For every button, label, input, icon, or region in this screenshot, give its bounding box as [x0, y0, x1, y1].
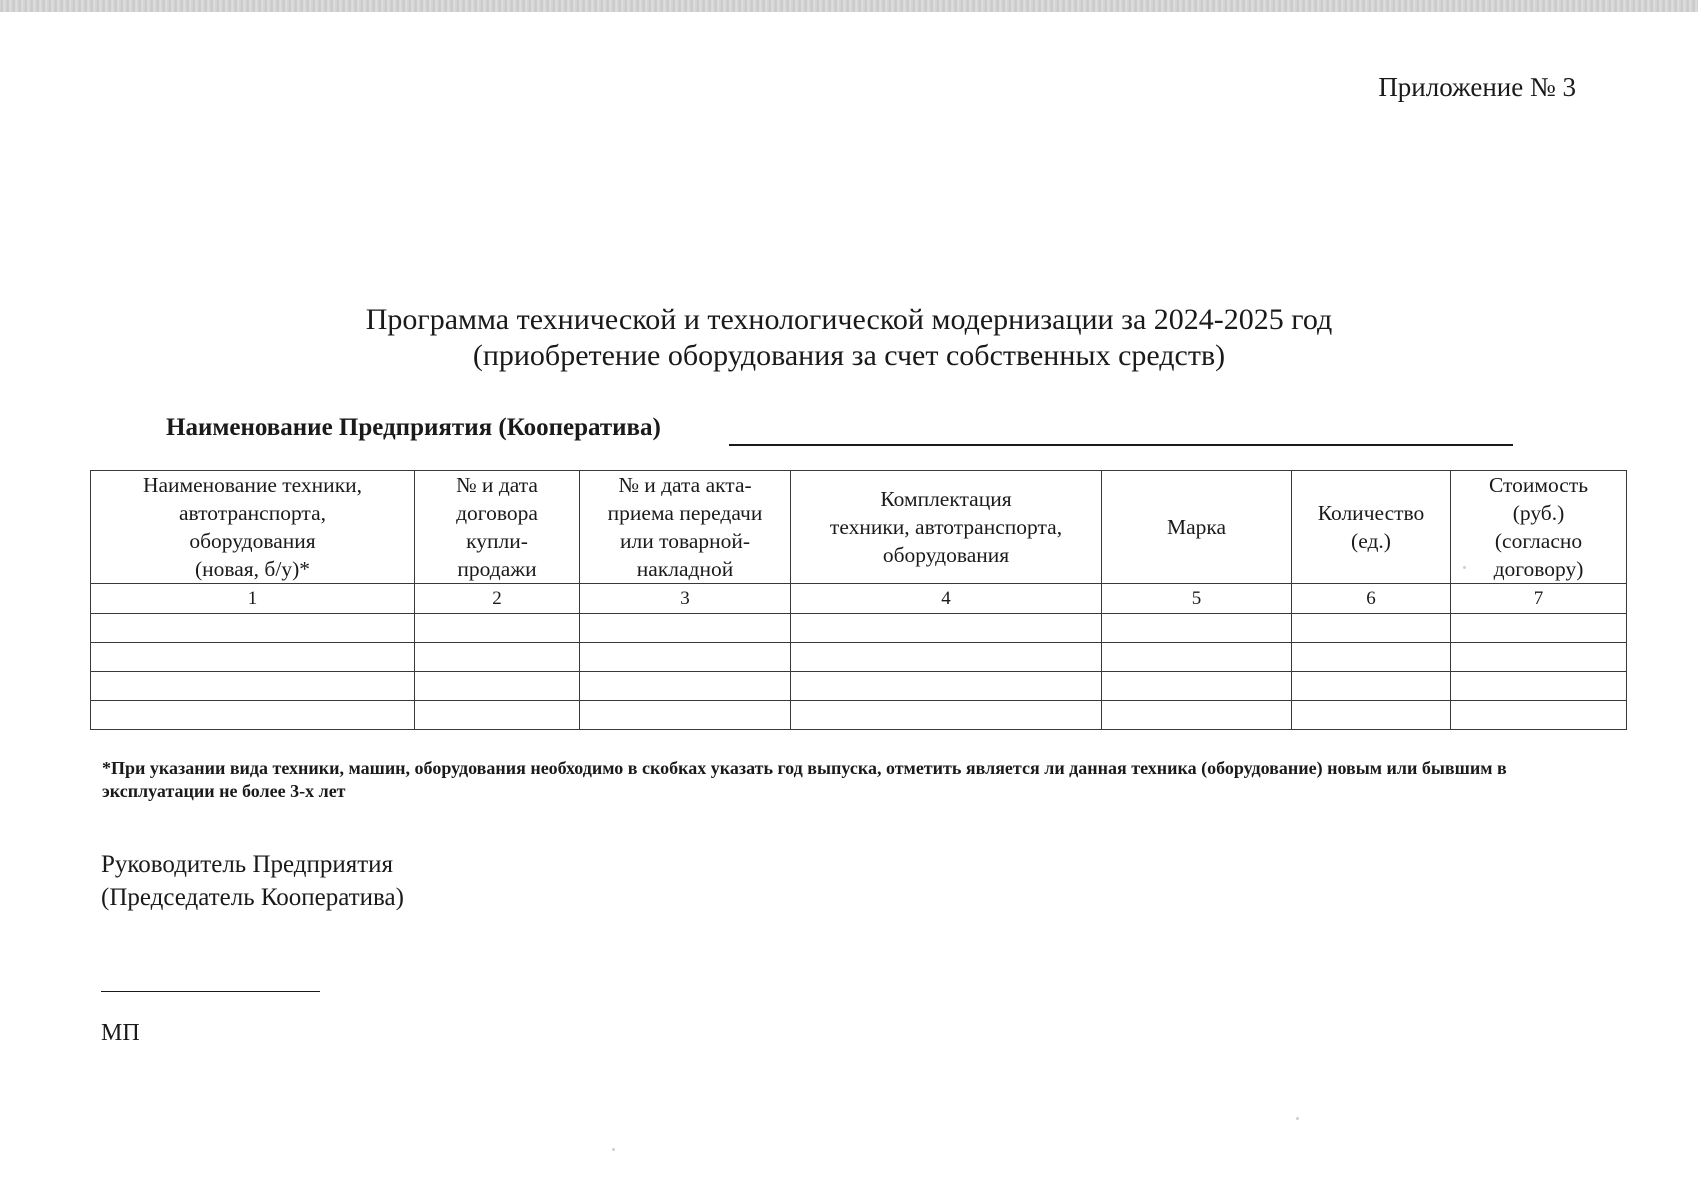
table-cell[interactable]	[1292, 701, 1451, 730]
scan-edge	[0, 0, 1698, 12]
table-cell[interactable]	[415, 701, 580, 730]
column-header-line: № и дата	[456, 473, 538, 497]
table-cell[interactable]	[415, 614, 580, 643]
column-header-line: оборудования	[882, 543, 1010, 567]
document-subtitle: (приобретение оборудования за счет собственных средств)	[472, 339, 1226, 372]
table-row	[91, 701, 1627, 730]
column-header-line: Количество	[1317, 501, 1425, 525]
table-cell[interactable]	[580, 672, 791, 701]
column-header-line: Наименование техники,	[142, 473, 363, 497]
table-cell[interactable]	[1292, 672, 1451, 701]
table-cell[interactable]	[91, 672, 415, 701]
column-header-line: или товарной-	[619, 529, 751, 553]
column-number: 1	[91, 584, 415, 614]
column-number: 7	[1451, 584, 1627, 614]
column-header-line: накладной	[636, 557, 734, 581]
column-header-line: № и дата акта-	[618, 473, 752, 497]
signature-line[interactable]	[101, 991, 320, 992]
column-header-line: приема передачи	[607, 501, 763, 525]
column-header	[1102, 471, 1292, 584]
table-cell[interactable]	[1451, 701, 1627, 730]
signatory-title: Руководитель Предприятия	[101, 851, 394, 878]
column-header-line: (руб.)	[1512, 501, 1565, 525]
column-header	[1292, 471, 1451, 584]
column-header-line: Комплектация	[880, 487, 1012, 511]
table-cell[interactable]	[791, 672, 1102, 701]
table-row	[91, 614, 1627, 643]
column-header-line: продажи	[457, 557, 537, 581]
table-cell[interactable]	[580, 614, 791, 643]
column-header-line: Стоимость	[1488, 473, 1589, 497]
annex-label: Приложение № 3	[1378, 72, 1576, 102]
table-cell[interactable]	[1102, 701, 1292, 730]
column-number: 2	[415, 584, 580, 614]
signatory-subtitle: (Председатель Кооператива)	[101, 884, 404, 911]
column-header	[1451, 471, 1627, 584]
table-cell[interactable]	[1102, 643, 1292, 672]
column-header	[791, 471, 1102, 584]
table-cell[interactable]	[1102, 614, 1292, 643]
table-cell[interactable]	[1451, 614, 1627, 643]
table-cell[interactable]	[91, 614, 415, 643]
scan-speck	[1463, 566, 1466, 569]
column-number-row	[91, 584, 1627, 614]
column-header	[415, 471, 580, 584]
column-header	[91, 471, 415, 584]
column-header-line: договору)	[1493, 557, 1584, 581]
table-cell[interactable]	[580, 701, 791, 730]
organization-name-field[interactable]	[729, 444, 1513, 446]
document-title: Программа технической и технологической модернизации за 2024-2025 год	[365, 303, 1333, 336]
column-number: 6	[1292, 584, 1451, 614]
column-header-line: купли-	[466, 529, 528, 553]
scan-speck	[1296, 1117, 1299, 1120]
table-cell[interactable]	[1292, 614, 1451, 643]
table-cell[interactable]	[791, 614, 1102, 643]
column-header-line: (ед.)	[1351, 529, 1391, 553]
table-header-row	[91, 471, 1627, 584]
column-header-line: оборудования	[189, 529, 316, 553]
table-cell[interactable]	[791, 643, 1102, 672]
table-cell[interactable]	[580, 643, 791, 672]
equipment-table	[90, 470, 1627, 730]
stamp-label: МП	[101, 1020, 140, 1046]
column-number: 3	[580, 584, 791, 614]
table-cell[interactable]	[791, 701, 1102, 730]
table-cell[interactable]	[415, 643, 580, 672]
footnote: *При указании вида техники, машин, оборудования необходимо в скобках указать год выпуска, отметить является ли данная техника (оборудование) новым или бывшим в эксплуатации не более 3-х лет	[102, 758, 1507, 801]
table-cell[interactable]	[1451, 672, 1627, 701]
table-cell[interactable]	[91, 701, 415, 730]
column-header-line: Марка	[1166, 515, 1227, 539]
table-cell[interactable]	[91, 643, 415, 672]
column-header-line: (новая, б/у)*	[194, 557, 311, 581]
organization-label: Наименование Предприятия (Кооператива)	[166, 414, 661, 441]
table-cell[interactable]	[415, 672, 580, 701]
column-number: 5	[1102, 584, 1292, 614]
table-cell[interactable]	[1292, 643, 1451, 672]
table-row	[91, 672, 1627, 701]
column-header-line: автотранспорта,	[178, 501, 327, 525]
column-number: 4	[791, 584, 1102, 614]
column-header-line: (согласно	[1494, 529, 1583, 553]
column-header	[580, 471, 791, 584]
table-row	[91, 643, 1627, 672]
scan-speck	[612, 1148, 615, 1151]
signature-block	[101, 848, 404, 914]
column-header-line: техники, автотранспорта,	[829, 515, 1063, 539]
table-cell[interactable]	[1102, 672, 1292, 701]
column-header-line: договора	[456, 501, 538, 525]
table-cell[interactable]	[1451, 643, 1627, 672]
